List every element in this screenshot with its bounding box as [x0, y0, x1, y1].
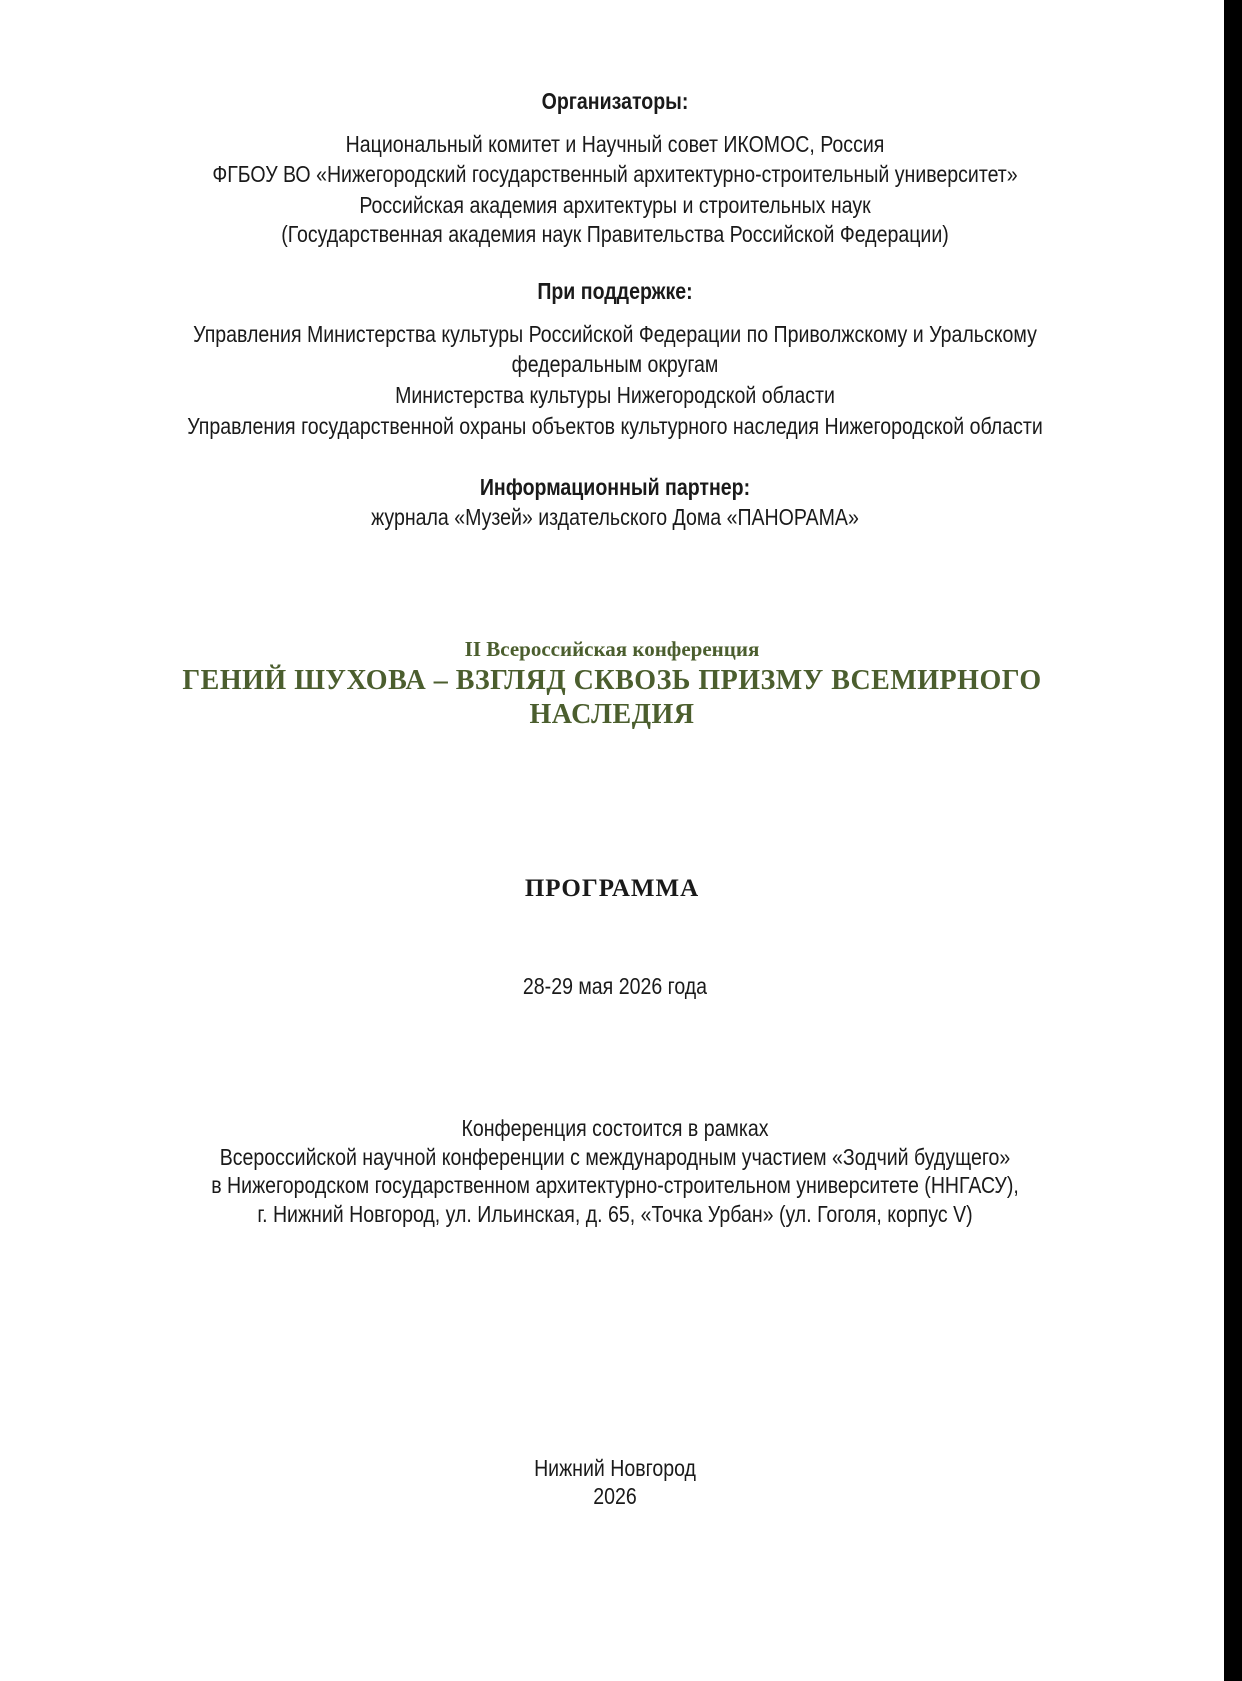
- venue-line: г. Нижний Новгород, ул. Ильинская, д. 65, «Точка Урбан» (ул. Гоголя, корпус V): [257, 1201, 973, 1227]
- conference-title-line: НАСЛЕДИЯ: [529, 699, 695, 730]
- organizer-line: (Государственная академия наук Правительства Российской Федерации): [281, 221, 949, 247]
- support-line: Министерства культуры Нижегородской области: [395, 382, 835, 408]
- organizer-line: Российская академия архитектуры и строительных наук: [359, 192, 871, 218]
- partner-heading: Информационный партнер:: [479, 474, 751, 500]
- footer-year: 2026: [593, 1483, 637, 1509]
- organizers-heading: Организаторы:: [541, 88, 689, 114]
- venue-line: Конференция состоится в рамках: [461, 1115, 769, 1141]
- program-label: ПРОГРАММА: [524, 875, 700, 902]
- organizer-line: Национальный комитет и Научный совет ИКОМОС, Россия: [345, 131, 885, 157]
- conference-dates: 28-29 мая 2026 года: [522, 973, 708, 999]
- venue-line: в Нижегородском государственном архитектурно-строительном университете (ННГАСУ),: [211, 1172, 1019, 1198]
- support-heading: При поддержке:: [537, 278, 693, 304]
- footer-city: Нижний Новгород: [534, 1455, 696, 1481]
- support-line: федеральным округам: [511, 351, 719, 377]
- support-line: Управления государственной охраны объектов культурного наследия Нижегородской области: [187, 413, 1043, 439]
- partner-line: журнала «Музей» издательского Дома «ПАНОРАМА»: [371, 504, 859, 530]
- organizer-line: ФГБОУ ВО «Нижегородский государственный архитектурно-строительный университет»: [212, 161, 1018, 187]
- conference-subtitle: II Всероссийская конференция: [464, 637, 760, 661]
- venue-line: Всероссийской научной конференции с международным участием «Зодчий будущего»: [219, 1144, 1011, 1170]
- support-line: Управления Министерства культуры Российской Федерации по Приволжскому и Уральскому: [193, 321, 1037, 347]
- conference-title-line: ГЕНИЙ ШУХОВА – ВЗГЛЯД СКВОЗЬ ПРИЗМУ ВСЕМИРНОГО: [182, 665, 1042, 696]
